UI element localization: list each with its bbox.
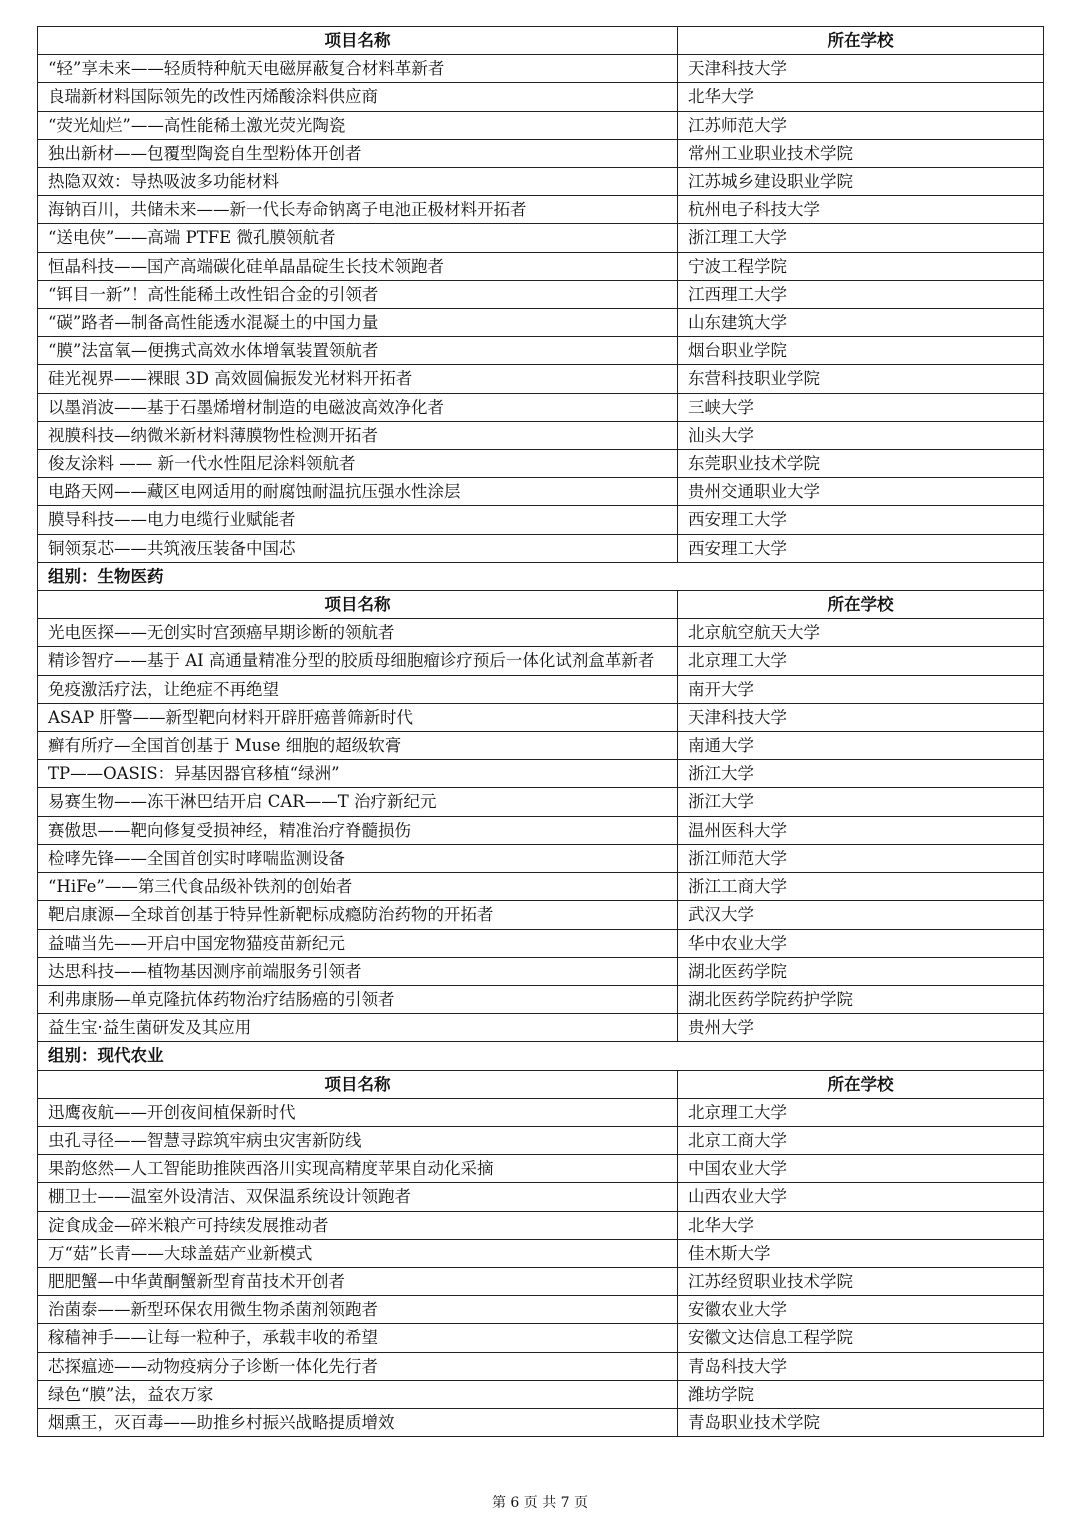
project-name-cell: 迅鹰夜航——开创夜间植保新时代	[38, 1098, 678, 1126]
project-name-cell: 棚卫士——温室外设清洁、双保温系统设计领跑者	[38, 1183, 678, 1211]
table-row	[38, 337, 1044, 365]
table-row	[38, 929, 1044, 957]
table-row	[38, 873, 1044, 901]
school-cell: 北华大学	[678, 1211, 1044, 1239]
table-row	[38, 139, 1044, 167]
project-name-cell: 肥肥蟹—中华黄酮蟹新型育苗技术开创者	[38, 1267, 678, 1295]
table-row	[38, 1126, 1044, 1154]
project-name-cell: 靶启康源—全球首创基于特异性新靶标成瘾防治药物的开拓者	[38, 901, 678, 929]
project-name-cell: 易赛生物——冻干淋巴结开启 CAR——T 治疗新纪元	[38, 788, 678, 816]
school-cell: 浙江工商大学	[678, 873, 1044, 901]
school-cell: 东莞职业技术学院	[678, 450, 1044, 478]
table-row	[38, 732, 1044, 760]
table-row	[38, 450, 1044, 478]
table-row	[38, 1183, 1044, 1211]
table-row	[38, 111, 1044, 139]
school-cell: 佳木斯大学	[678, 1239, 1044, 1267]
school-cell: 北京理工大学	[678, 1098, 1044, 1126]
group-label-row	[38, 1042, 1044, 1070]
project-name-cell: 绿色“膜”法，益农万家	[38, 1380, 678, 1408]
school-cell: 湖北医药学院	[678, 957, 1044, 985]
table-row	[38, 1267, 1044, 1295]
school-cell: 杭州电子科技大学	[678, 196, 1044, 224]
header-project-name: 项目名称	[38, 27, 678, 55]
school-cell: 东营科技职业学院	[678, 365, 1044, 393]
table-row	[38, 421, 1044, 449]
project-table-body	[38, 27, 1044, 1437]
document-table-container	[37, 26, 1043, 1437]
table-row	[38, 844, 1044, 872]
table-row	[38, 365, 1044, 393]
school-cell: 中国农业大学	[678, 1155, 1044, 1183]
project-name-cell: 俊友涂料 —— 新一代水性阻尼涂料领航者	[38, 450, 678, 478]
school-cell: 常州工业职业技术学院	[678, 139, 1044, 167]
school-cell: 江苏经贸职业技术学院	[678, 1267, 1044, 1295]
table-row	[38, 309, 1044, 337]
table-row	[38, 1296, 1044, 1324]
project-name-cell: ASAP 肝警——新型靶向材料开辟肝癌普筛新时代	[38, 703, 678, 731]
header-school: 所在学校	[678, 27, 1044, 55]
school-cell: 南开大学	[678, 675, 1044, 703]
table-row	[38, 703, 1044, 731]
header-project-name: 项目名称	[38, 1070, 678, 1098]
table-row	[38, 83, 1044, 111]
school-cell: 宁波工程学院	[678, 252, 1044, 280]
project-name-cell: “荧光灿烂”——高性能稀土激光荧光陶瓷	[38, 111, 678, 139]
project-name-cell: 良瑞新材料国际领先的改性丙烯酸涂料供应商	[38, 83, 678, 111]
project-name-cell: 万“菇”长青——大球盖菇产业新模式	[38, 1239, 678, 1267]
school-cell: 浙江大学	[678, 788, 1044, 816]
table-row	[38, 985, 1044, 1013]
school-cell: 江苏师范大学	[678, 111, 1044, 139]
table-row	[38, 619, 1044, 647]
school-cell: 山西农业大学	[678, 1183, 1044, 1211]
table-row	[38, 760, 1044, 788]
school-cell: 江苏城乡建设职业学院	[678, 168, 1044, 196]
school-cell: 浙江大学	[678, 760, 1044, 788]
table-row	[38, 1014, 1044, 1042]
table-row	[38, 1155, 1044, 1183]
project-name-cell: “HiFe”——第三代食品级补铁剂的创始者	[38, 873, 678, 901]
school-cell: 北京理工大学	[678, 647, 1044, 675]
table-row	[38, 1211, 1044, 1239]
project-name-cell: 膜导科技——电力电缆行业赋能者	[38, 506, 678, 534]
table-row	[38, 534, 1044, 562]
header-school: 所在学校	[678, 1070, 1044, 1098]
school-cell: 贵州大学	[678, 1014, 1044, 1042]
project-name-cell: 烟熏王，灭百毒——助推乡村振兴战略提质增效	[38, 1408, 678, 1436]
school-cell: 湖北医药学院药护学院	[678, 985, 1044, 1013]
table-row	[38, 55, 1044, 83]
table-row	[38, 647, 1044, 675]
project-name-cell: 视膜科技—纳微米新材料薄膜物性检测开拓者	[38, 421, 678, 449]
project-name-cell: 硅光视界——裸眼 3D 高效圆偏振发光材料开拓者	[38, 365, 678, 393]
project-name-cell: 热隐双效：导热吸波多功能材料	[38, 168, 678, 196]
project-name-cell: 益喵当先——开启中国宠物猫疫苗新纪元	[38, 929, 678, 957]
school-cell: 天津科技大学	[678, 55, 1044, 83]
project-name-cell: 精诊智疗——基于 AI 高通量精准分型的胶质母细胞瘤诊疗预后一体化试剂盒革新者	[38, 647, 678, 675]
table-row	[38, 1380, 1044, 1408]
table-row	[38, 506, 1044, 534]
school-cell: 江西理工大学	[678, 280, 1044, 308]
project-name-cell: TP——OASIS：异基因器官移植“绿洲”	[38, 760, 678, 788]
table-row	[38, 901, 1044, 929]
school-cell: 北华大学	[678, 83, 1044, 111]
table-header-row	[38, 1070, 1044, 1098]
project-name-cell: 赛傲思——靶向修复受损神经，精准治疗脊髓损伤	[38, 816, 678, 844]
project-name-cell: 益生宝·益生菌研发及其应用	[38, 1014, 678, 1042]
project-name-cell: 海钠百川，共储未来——新一代长寿命钠离子电池正极材料开拓者	[38, 196, 678, 224]
table-row	[38, 816, 1044, 844]
table-row	[38, 168, 1044, 196]
school-cell: 北京航空航天大学	[678, 619, 1044, 647]
project-name-cell: 以墨消波——基于石墨烯增材制造的电磁波高效净化者	[38, 393, 678, 421]
school-cell: 温州医科大学	[678, 816, 1044, 844]
school-cell: 浙江理工大学	[678, 224, 1044, 252]
project-name-cell: 电路天网——藏区电网适用的耐腐蚀耐温抗压强水性涂层	[38, 478, 678, 506]
school-cell: 浙江师范大学	[678, 844, 1044, 872]
project-name-cell: 铜领泵芯——共筑液压装备中国芯	[38, 534, 678, 562]
project-name-cell: 癣有所疗—全国首创基于 Muse 细胞的超级软膏	[38, 732, 678, 760]
project-table	[37, 26, 1044, 1437]
table-row	[38, 788, 1044, 816]
project-name-cell: 治菌泰——新型环保农用微生物杀菌剂领跑者	[38, 1296, 678, 1324]
table-row	[38, 1408, 1044, 1436]
school-cell: 安徽农业大学	[678, 1296, 1044, 1324]
project-name-cell: 稼穑神手——让每一粒种子，承载丰收的希望	[38, 1324, 678, 1352]
header-project-name: 项目名称	[38, 591, 678, 619]
header-school: 所在学校	[678, 591, 1044, 619]
school-cell: 南通大学	[678, 732, 1044, 760]
school-cell: 华中农业大学	[678, 929, 1044, 957]
project-name-cell: 利弗康肠—单克隆抗体药物治疗结肠癌的引领者	[38, 985, 678, 1013]
school-cell: 安徽文达信息工程学院	[678, 1324, 1044, 1352]
table-header-row	[38, 591, 1044, 619]
table-row	[38, 393, 1044, 421]
table-header-row	[38, 27, 1044, 55]
school-cell: 西安理工大学	[678, 534, 1044, 562]
school-cell: 三峡大学	[678, 393, 1044, 421]
group-label-row	[38, 562, 1044, 590]
project-name-cell: “碳”路者—制备高性能透水混凝土的中国力量	[38, 309, 678, 337]
school-cell: 天津科技大学	[678, 703, 1044, 731]
table-row	[38, 1352, 1044, 1380]
table-row	[38, 1239, 1044, 1267]
project-name-cell: 淀食成金—碎米粮产可持续发展推动者	[38, 1211, 678, 1239]
project-name-cell: 免疫激活疗法，让绝症不再绝望	[38, 675, 678, 703]
project-name-cell: “膜”法富氧—便携式高效水体增氧装置领航者	[38, 337, 678, 365]
table-row	[38, 1098, 1044, 1126]
table-row	[38, 252, 1044, 280]
project-name-cell: “送电侠”——高端 PTFE 微孔膜领航者	[38, 224, 678, 252]
project-name-cell: 达思科技——植物基因测序前端服务引领者	[38, 957, 678, 985]
table-row	[38, 280, 1044, 308]
project-name-cell: 芯探瘟迹——动物疫病分子诊断一体化先行者	[38, 1352, 678, 1380]
project-name-cell: “铒目一新”！高性能稀土改性铝合金的引领者	[38, 280, 678, 308]
project-name-cell: 虫孔寻径——智慧寻踪筑牢病虫灾害新防线	[38, 1126, 678, 1154]
group-label: 组别：现代农业	[38, 1042, 1044, 1070]
table-row	[38, 1324, 1044, 1352]
table-row	[38, 675, 1044, 703]
group-label: 组别：生物医药	[38, 562, 1044, 590]
school-cell: 山东建筑大学	[678, 309, 1044, 337]
table-row	[38, 478, 1044, 506]
school-cell: 北京工商大学	[678, 1126, 1044, 1154]
school-cell: 烟台职业学院	[678, 337, 1044, 365]
project-name-cell: 光电医探——无创实时宫颈癌早期诊断的领航者	[38, 619, 678, 647]
page-footer: 第 6 页 共 7 页	[491, 1495, 589, 1511]
table-row	[38, 957, 1044, 985]
project-name-cell: “轻”享未来——轻质特种航天电磁屏蔽复合材料革新者	[38, 55, 678, 83]
school-cell: 青岛科技大学	[678, 1352, 1044, 1380]
project-name-cell: 独出新材——包覆型陶瓷自生型粉体开创者	[38, 139, 678, 167]
table-row	[38, 196, 1044, 224]
project-name-cell: 果韵悠然—人工智能助推陕西洛川实现高精度苹果自动化采摘	[38, 1155, 678, 1183]
school-cell: 潍坊学院	[678, 1380, 1044, 1408]
project-name-cell: 检哮先锋——全国首创实时哮喘监测设备	[38, 844, 678, 872]
project-name-cell: 恒晶科技——国产高端碳化硅单晶晶碇生长技术领跑者	[38, 252, 678, 280]
school-cell: 汕头大学	[678, 421, 1044, 449]
school-cell: 西安理工大学	[678, 506, 1044, 534]
table-row	[38, 224, 1044, 252]
school-cell: 青岛职业技术学院	[678, 1408, 1044, 1436]
school-cell: 贵州交通职业大学	[678, 478, 1044, 506]
school-cell: 武汉大学	[678, 901, 1044, 929]
